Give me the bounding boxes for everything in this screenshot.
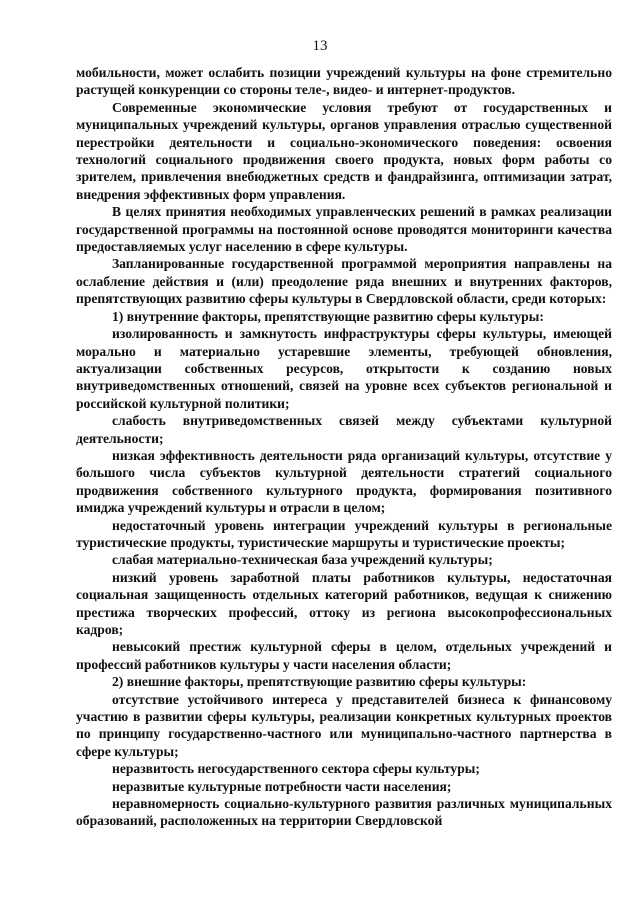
list-item-uneven-development: неравномерность социально-культурного развития различных муниципальных образований, расположенных на территории Свердловской bbox=[76, 796, 612, 829]
document-body bbox=[76, 64, 612, 830]
paragraph-continuation: мобильности, может ослабить позиции учреждений культуры на фоне стремительно растущей конкуренции со стороны теле-, видео- и интернет-продуктов. bbox=[76, 65, 612, 98]
list-item-low-prestige: невысокий престиж культурной сферы в целом, отдельных учреждений и профессий работников культуры у части населения области; bbox=[76, 639, 612, 672]
list-item-business-interest: отсутствие устойчивого интереса у представителей бизнеса к финансовому участию в развитии сферы культуры, реализации конкретных культурных проектов по принципу государственно-частного или муниципально-частного партнерства в сфере культуры; bbox=[76, 691, 612, 759]
paragraph-economic-conditions: Современные экономические условия требуют от государственных и муниципальных учреждений культуры, органов управления отраслью существенной перестройки деятельности и социально-экономического поведения: освоения технологий социального продвижения своего продукта, новых форм работы со зрителем, привлечения внебюджетных средств и фандрайзинга, оптимизации затрат, внедрения эффективных форм управления. bbox=[76, 99, 612, 202]
paragraph-monitoring: В целях принятия необходимых управленческих решений в рамках реализации государственной программы на постоянной основе проводятся мониторинги качества предоставляемых услуг населению в сфере культуры. bbox=[76, 204, 612, 255]
list-item-cultural-needs: неразвитые культурные потребности части населения; bbox=[112, 778, 452, 794]
list-item-non-state-sector: неразвитость негосударственного сектора сферы культуры; bbox=[112, 761, 480, 777]
list-item-weak-material-base: слабая материально-техническая база учреждений культуры; bbox=[112, 552, 493, 568]
list-item-tourism-integration: недостаточный уровень интеграции учреждений культуры в региональные туристические продукты, туристические маршруты и туристические проекты; bbox=[76, 517, 612, 550]
list-item-low-efficiency: низкая эффективность деятельности ряда организаций культуры, отсутствие у большого числа субъектов культурной деятельности стратегий социального продвижения собственного культурного продукта, формирования позитивного имиджа учреждений культуры и отрасли в целом; bbox=[76, 447, 612, 516]
internal-factors-heading: 1) внутренние факторы, препятствующие развитию сферы культуры: bbox=[112, 308, 544, 324]
list-item-low-salary: низкий уровень заработной платы работников культуры, недостаточная социальная защищенность отдельных категорий работников, ведущая к снижению престижа творческих профессий, оттоку из региона высокопрофессиональных кадров; bbox=[76, 569, 612, 637]
page-number: 13 bbox=[312, 38, 328, 54]
external-factors-heading: 2) внешние факторы, препятствующие развитию сферы культуры: bbox=[112, 674, 527, 690]
list-item-weak-links: слабость внутриведомственных связей между субъектами культурной деятельности; bbox=[76, 413, 612, 446]
list-item-isolation: изолированность и замкнутость инфраструктуры сферы культуры, имеющей морально и материально устаревшие элементы, требующей обновления, актуализации собственных ресурсов, открытости к созданию новых внутриведомственных отношений, связей на уровне всех субъектов региональной и российской культурной политики; bbox=[76, 326, 612, 411]
paragraph-planned-measures: Запланированные государственной программой мероприятия направлены на ослабление действия и (или) преодоление ряда внешних и внутренних факторов, препятствующих развитию сферы культуры в Свердловской области, среди которых: bbox=[76, 256, 612, 307]
